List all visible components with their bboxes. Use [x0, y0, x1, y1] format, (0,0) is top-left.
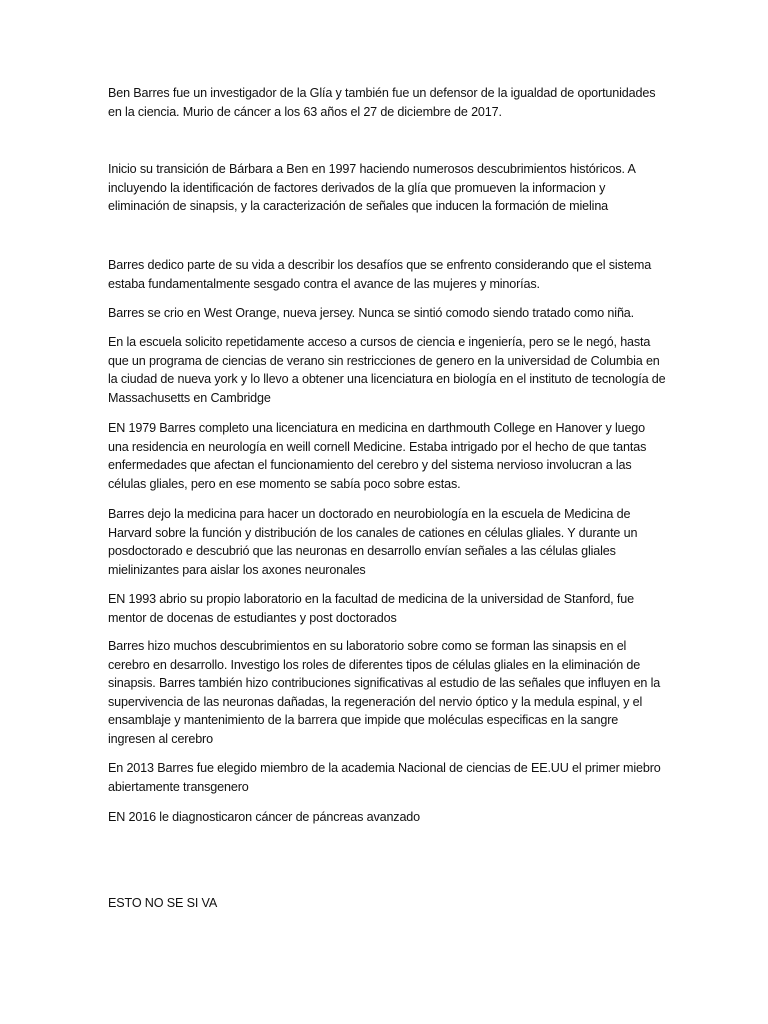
paragraph-doctorate: Barres dejo la medicina para hacer un doctorado en neurobiología en la escuela de Medicina de Harvard sobre la función y distribución de los canales de cationes en células gliales. Y durante un posdoctorado e descubrió que las neuronas en desarrollo envían señales a las células gliales mielinizantes para aislar los axones neuronales — [108, 507, 638, 577]
paragraph-intro: Ben Barres fue un investigador de la Glía y también fue un defensor de la igualdad de oportunidades en la ciencia. Murio de cáncer a los 63 años el 27 de diciembre de 2017. — [108, 86, 656, 119]
paragraph-medicine: EN 1979 Barres completo una licenciatura en medicina en darthmouth College en Hanover y luego una residencia en neurología en weill cornell Medicine. Estaba intrigado por el hecho de que tantas enfermedades que afectan el funcionamiento del cerebro y del sistema nervioso involucran a las células gliales, pero en ese momento se sabía poco sobre estas. — [108, 421, 647, 491]
paragraph-childhood: Barres se crio en West Orange, nueva jersey. Nunca se sintió comodo siendo tratado como niña. — [108, 306, 634, 320]
paragraph-challenges: Barres dedico parte de su vida a describir los desafíos que se enfrento considerando que el sistema estaba fundamentalmente sesgado contra el avance de las mujeres y minorías. — [108, 258, 652, 291]
paragraph-school: En la escuela solicito repetidamente acceso a cursos de ciencia e ingeniería, pero se le negó, hasta que un programa de ciencias de verano sin restricciones de genero en la universidad de Columbia en la ciudad de nueva york y lo llevo a obtener una licenciatura en biología en el instituto de tecnología de Massachusetts en Cambridge — [108, 335, 666, 405]
paragraph-stanford: EN 1993 abrio su propio laboratorio en la facultad de medicina de la universidad de Stanford, fue mentor de docenas de estudiantes y post doctorados — [108, 592, 634, 625]
paragraph-academy: En 2013 Barres fue elegido miembro de la academia Nacional de ciencias de EE.UU el primer miebro abiertamente transgenero — [108, 761, 661, 794]
paragraph-transition: Inicio su transición de Bárbara a Ben en 1997 haciendo numerosos descubrimientos históricos. A incluyendo la identificación de factores derivados de la glía que promueven la informacion y eliminación de sinapsis, y la caracterización de señales que inducen la formación de mielina — [108, 162, 636, 214]
paragraph-note: ESTO NO SE SI VA — [108, 896, 218, 910]
paragraph-discoveries: Barres hizo muchos descubrimientos en su laboratorio sobre como se forman las sinapsis en el cerebro en desarrollo. Investigo los roles de diferentes tipos de células gliales en la eliminación de sinapsis. Barres también hizo contribuciones significativas al estudio de las señales que influyen en la supervivencia de las neuronas dañadas, la regeneración del nervio óptico y la medula espinal, y el ensamblaje y mantenimiento de la barrera que impide que moléculas especificas en la sangre ingresen al cerebro — [108, 639, 661, 746]
paragraph-diagnosis: EN 2016 le diagnosticaron cáncer de páncreas avanzado — [108, 810, 421, 824]
